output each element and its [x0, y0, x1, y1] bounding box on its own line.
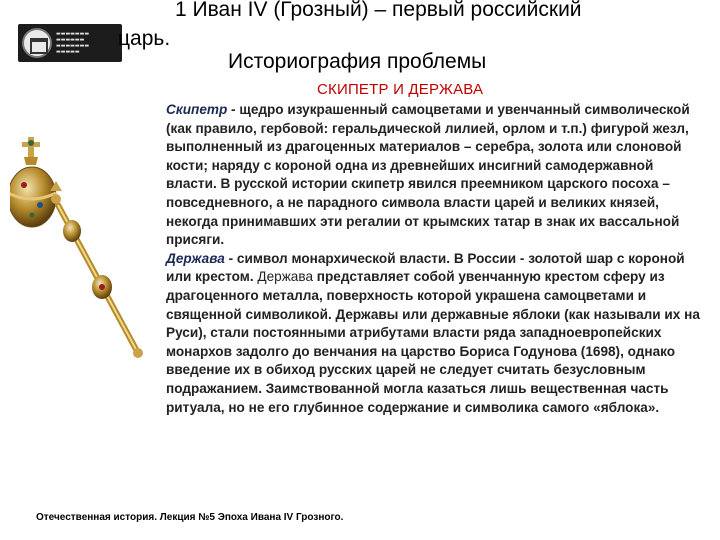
page-title-line1: 1 Иван IV (Грозный) – первый российский	[175, 0, 582, 21]
scepter-icon	[50, 181, 143, 358]
logo-lettering: ▬▬▬▬▬▬▬ ▬▬▬▬▬▬ ▬▬▬▬▬▬▬ ▬▬▬▬▬	[56, 31, 90, 55]
scepter-paragraph	[151, 101, 703, 250]
orb-icon	[10, 137, 56, 227]
page-title-line2: царь.	[118, 27, 171, 50]
scepter-and-orb-image	[10, 135, 150, 365]
scepter-text: - щедро изукрашенный самоцветами и увенчанный символической (как правило, гербовой: геральдической лилией, орлом и т.п.) фигурой жезл, выполненный из драгоценных материалов – серебра, золота или слоновой кости; наряду с короной одна из древнейших инсигний самодержавной власти. В русской истории скипетр явился преемником царского посоха – повседневного, а не парадного символа власти царей и великих князей, некогда принимавших эти регалии от крымских татар в знак их вассальной присяги.	[166, 102, 690, 248]
section-heading: СКИПЕТР И ДЕРЖАВА	[317, 81, 484, 98]
footer-caption: Отечественная история. Лекция №5 Эпоха Ивана IV Грозного.	[36, 512, 344, 523]
orb-paragraph	[151, 250, 703, 417]
orb-text-a: - символ монархической власти. В России - золотой шар с короной или крестом.	[166, 250, 685, 285]
orb-text-b: представляет собой увенчанную крестом сферу из драгоценного металла, поверхность которой украшена самоцветами и священной символикой. Державы или державные яблоки (как называли их на Руси), стали постоянными атрибутами власти ряда западноевропейских монархов задолго до венчания на царство Бориса Годунова (1698), однако введение их в обиход русских царей не следует считать безусловным подражанием. Заимствованной могла казаться лишь вещественная часть ритуала, но не его глубинное содержание и символика самого «яблока».	[166, 269, 700, 415]
orb-term: Держава	[166, 250, 225, 266]
university-emblem-icon	[22, 28, 52, 58]
page-subtitle: Историография проблемы	[228, 50, 487, 73]
scepter-term: Скипетр	[166, 102, 228, 117]
orb-term-2: Держава	[257, 269, 314, 285]
logo	[18, 24, 122, 62]
body-text	[151, 101, 703, 417]
